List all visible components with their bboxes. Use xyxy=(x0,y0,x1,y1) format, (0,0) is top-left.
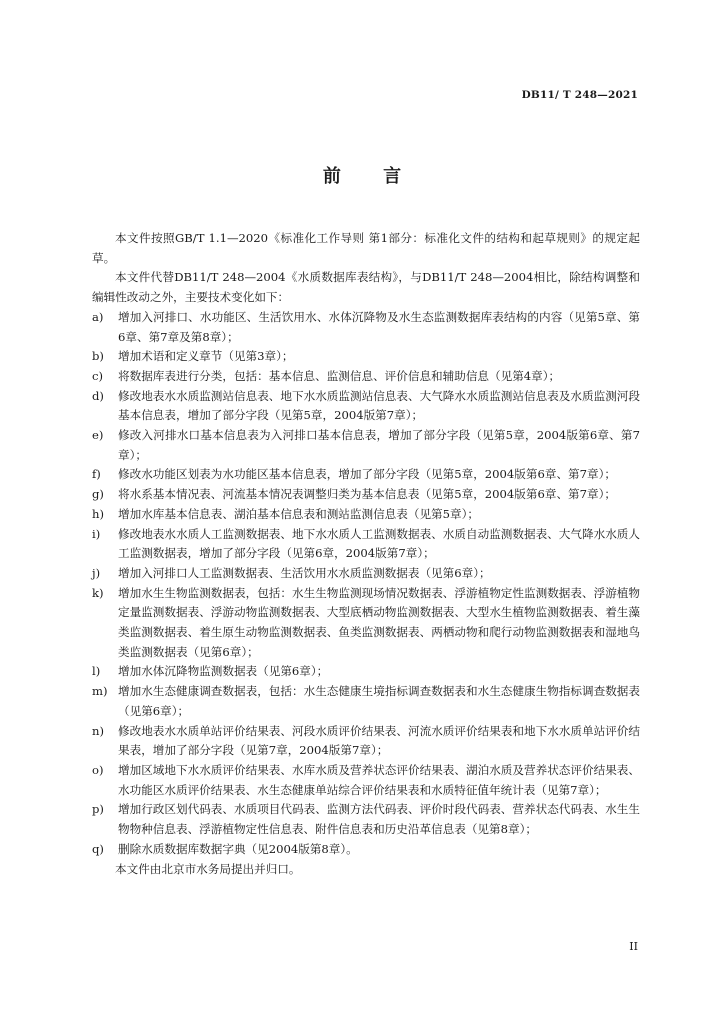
list-item xyxy=(92,564,640,584)
list-item-marker: n) xyxy=(92,723,104,738)
list-item-text: 将水系基本情况表、河流基本情况表调整归类为基本信息表（见第5章，2004版第6章、第7章）； xyxy=(118,487,616,502)
list-item-text: 增加术语和定义章节（见第3章）； xyxy=(118,349,294,364)
list-item-marker: i) xyxy=(92,526,101,541)
list-item-text: 增加入河排口、水功能区、生活饮用水、水体沉降物及水生态监测数据库表结构的内容（见第5章、第6章、第7章及第8章）； xyxy=(118,309,640,344)
list-item-marker: p) xyxy=(92,802,104,817)
standard-number: DB11/ T 248—2021 xyxy=(521,89,638,101)
list-item xyxy=(92,584,640,663)
list-item-marker: e) xyxy=(92,428,104,443)
list-item-text: 修改地表水水质单站评价结果表、河段水质评价结果表、河流水质评价结果表和地下水水质单站评价结果表，增加了部分字段（见第7章，2004版第7章）； xyxy=(118,723,640,758)
list-item xyxy=(92,426,640,465)
list-item xyxy=(92,308,640,347)
list-item-marker: h) xyxy=(92,506,104,521)
list-item-marker: m) xyxy=(92,684,108,699)
page-title: 前 言 xyxy=(322,166,420,187)
list-item-text: 修改水功能区划表为水功能区基本信息表，增加了部分字段（见第5章，2004版第6章、第7章）； xyxy=(118,467,616,482)
list-item-marker: g) xyxy=(92,487,104,502)
list-item xyxy=(92,840,640,860)
list-item xyxy=(92,367,640,387)
list-item-marker: q) xyxy=(92,841,104,856)
list-item xyxy=(92,800,640,839)
list-item-text: 修改入河排水口基本信息表为入河排口基本信息表，增加了部分字段（见第5章，2004版第6章、第7章）； xyxy=(118,428,640,462)
list-item xyxy=(92,465,640,485)
list-item xyxy=(92,387,640,426)
list-item-marker: c) xyxy=(92,368,104,383)
list-item xyxy=(92,347,640,367)
list-item-text: 增加区域地下水水质评价结果表、水库水质及营养状态评价结果表、湖泊水质及营养状态评价结果表、水功能区水质评价结果表、水生态健康单站综合评价结果表和水质特征值年统计表（见第7章）； xyxy=(118,762,640,797)
preface-body xyxy=(92,229,640,879)
list-item-text: 修改地表水水质人工监测数据表、地下水水质人工监测数据表、水质自动监测数据表、大气降水水质人工监测数据表，增加了部分字段（见第6章，2004版第7章）； xyxy=(118,526,640,561)
list-item-text: 增加水生态健康调查数据表，包括：水生态健康生境指标调查数据表和水生态健康生物指标调查数据表（见第6章）； xyxy=(118,684,640,718)
list-item-marker: a) xyxy=(92,309,104,324)
list-item-marker: b) xyxy=(92,349,104,364)
paragraph-replacement: 本文件代替DB11/T 248—2004《水质数据库表结构》，与DB11/T 248—2004相比，除结构调整和编辑性改动之外，主要技术变化如下： xyxy=(92,270,640,305)
list-item-marker: o) xyxy=(92,762,104,777)
list-item-text: 删除水质数据库数据字典（见2004版第8章）。 xyxy=(118,841,358,856)
list-item-text: 增加入河排口人工监测数据表、生活饮用水水质监测数据表（见第6章）； xyxy=(118,565,491,580)
list-item-marker: l) xyxy=(92,664,101,679)
list-item-text: 增加水生生物监测数据表，包括：水生生物监测现场情况数据表、浮游植物定性监测数据表、浮游植物定量监测数据表、浮游动物监测数据表、大型底栖动物监测数据表、大型水生植物监测数据表、着生藻类监测数据表、着生原生动物监测数据表、鱼类监测数据表、两栖动物和爬行动物监测数据表和湿地鸟类监测数据表（见第6章）； xyxy=(118,585,640,659)
list-item-marker: k) xyxy=(92,585,104,600)
list-item-text: 增加水库基本信息表、湖泊基本信息表和测站监测信息表（见第5章）； xyxy=(118,506,479,521)
list-item xyxy=(92,662,640,682)
list-item-text: 增加水体沉降物监测数据表（见第6章）； xyxy=(118,664,329,679)
list-item xyxy=(92,525,640,564)
list-item xyxy=(92,505,640,525)
list-item-marker: d) xyxy=(92,388,104,403)
list-item xyxy=(92,682,640,721)
list-item-marker: j) xyxy=(92,565,101,580)
list-item xyxy=(92,722,640,761)
page-number: II xyxy=(629,940,638,953)
list-item-text: 增加行政区划代码表、水质项目代码表、监测方法代码表、评价时段代码表、营养状态代码表、水生生物物种信息表、浮游植物定性信息表、附件信息表和历史沿革信息表（见第8章）； xyxy=(118,802,640,837)
list-item-marker: f) xyxy=(92,467,101,482)
list-item xyxy=(92,761,640,800)
changes-list xyxy=(92,308,640,860)
list-item-text: 修改地表水水质监测站信息表、地下水水质监测站信息表、大气降水水质监测站信息表及水质监测河段基本信息表，增加了部分字段（见第5章，2004版第7章）； xyxy=(118,388,640,423)
paragraph-proposer: 本文件由北京市水务局提出并归口。 xyxy=(115,861,301,876)
paragraph-drafting-rules: 本文件按照GB/T 1.1—2020《标准化工作导则 第1部分：标准化文件的结构和起草规则》的规定起草。 xyxy=(92,231,640,265)
list-item xyxy=(92,485,640,505)
list-item-text: 将数据库表进行分类，包括：基本信息、监测信息、评价信息和辅助信息（见第4章）； xyxy=(118,368,561,383)
